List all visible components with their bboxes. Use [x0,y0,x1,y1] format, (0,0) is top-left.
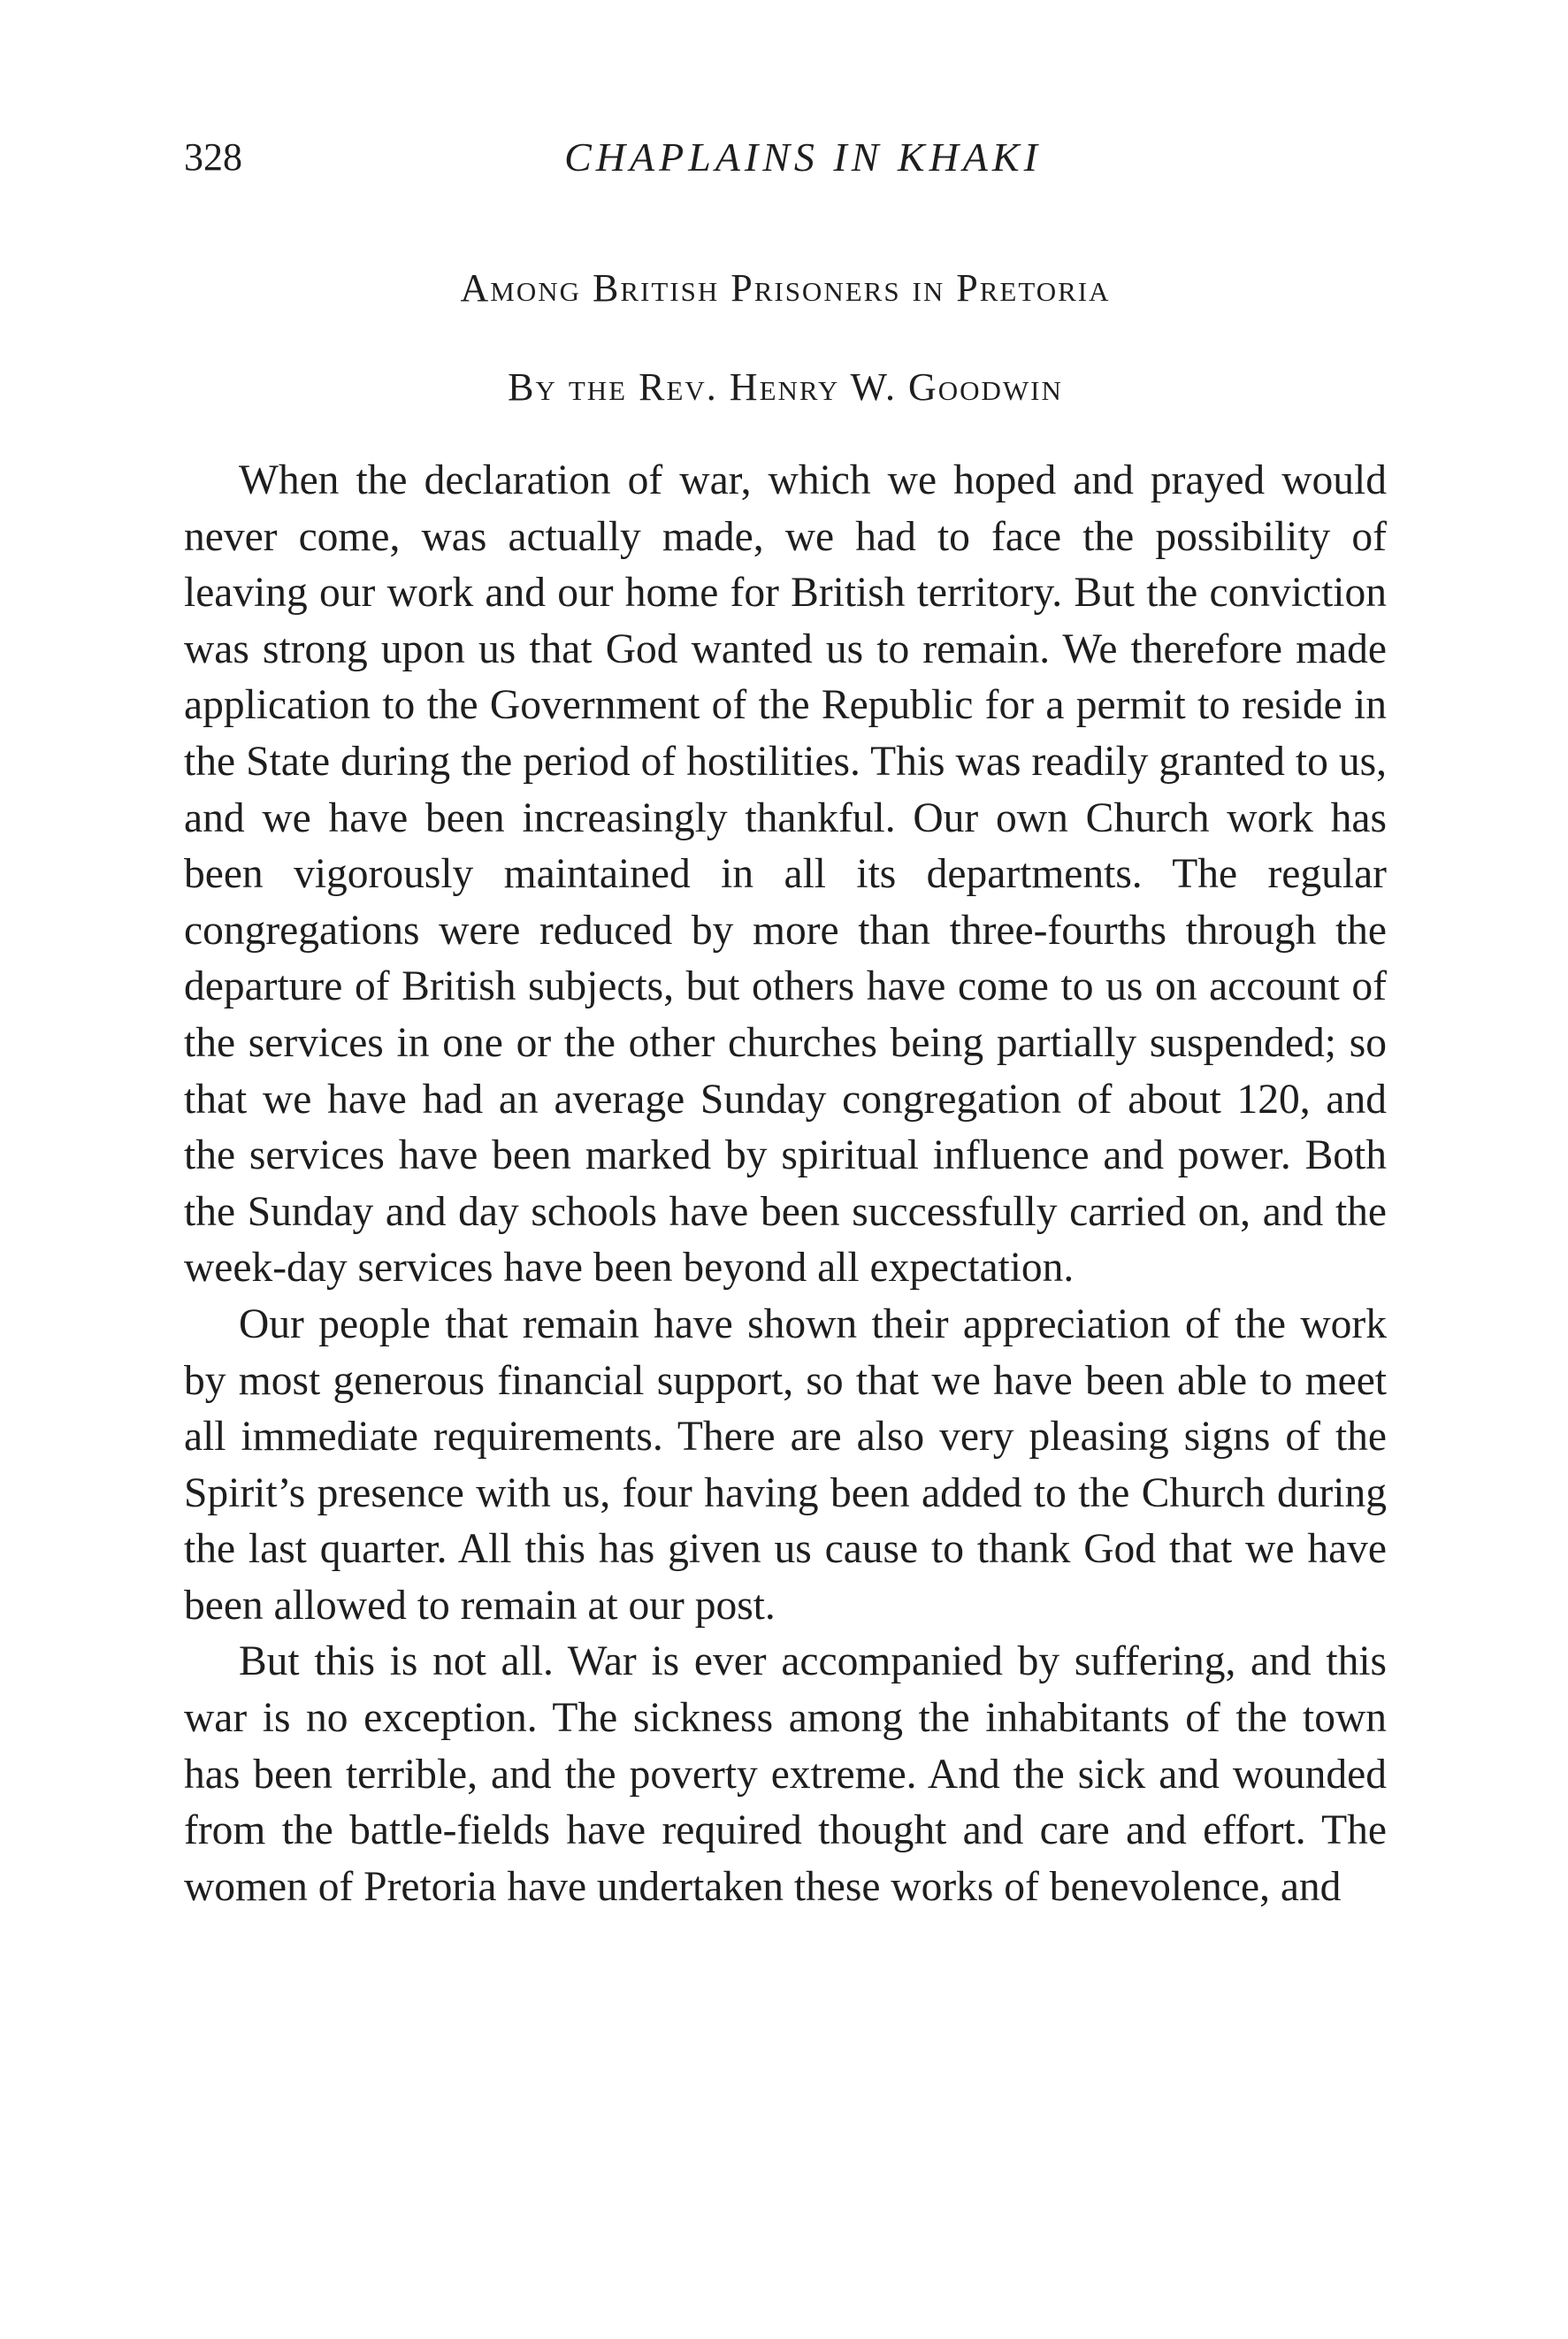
paragraph: Our people that remain have shown their appreciation of the work by most generous financial support, so that we have been able to meet all immediate requirements. There are also very pleasing signs of the Spirit’s presence with us, four having been added to the Church during the last quarter. All this has given us cause to thank God that we have been allowed to remain at our post. [184,1300,1387,1629]
article-body [184,453,1387,1915]
page-number: 328 [184,135,242,179]
running-head [184,131,1387,184]
paragraph: But this is not all. War is ever accompanied by suffering, and this war is no exception. The sickness among the inhabitants of the town has been terrible, and the poverty extreme. And the sick and wounded from the battle-fields have required thought and care and effort. The women of Pretoria have undertaken these works of benevolence, and [184,1638,1387,1910]
running-title: CHAPLAINS IN KHAKI [564,134,1042,180]
paragraph: When the declaration of war, which we hoped and prayed would never come, was actually made, we had to face the possibility of leaving our work and our home for British territory. But the conviction was strong upon us that God wanted us to remain. We therefore made application to the Government of the Republic for a permit to reside in the State during the period of hostilities. This was readily granted to us, and we have been increasingly thankful. Our own Church work has been vigorously maintained in all its departments. The regular congregations were reduced by more than three-fourths through the departure of British subjects, but others have come to us on account of the services in one or the other churches being partially suspended; so that we have had an average Sunday congregation of about 120, and the services have been marked by spiritual influence and power. Both the Sunday and day schools have been successfully carried on, and the week-day services have been beyond all expectation. [184,457,1387,1292]
article-title: Among British Prisoners in Pretoria [460,266,1111,310]
article-byline: By the Rev. Henry W. Goodwin [508,365,1063,409]
